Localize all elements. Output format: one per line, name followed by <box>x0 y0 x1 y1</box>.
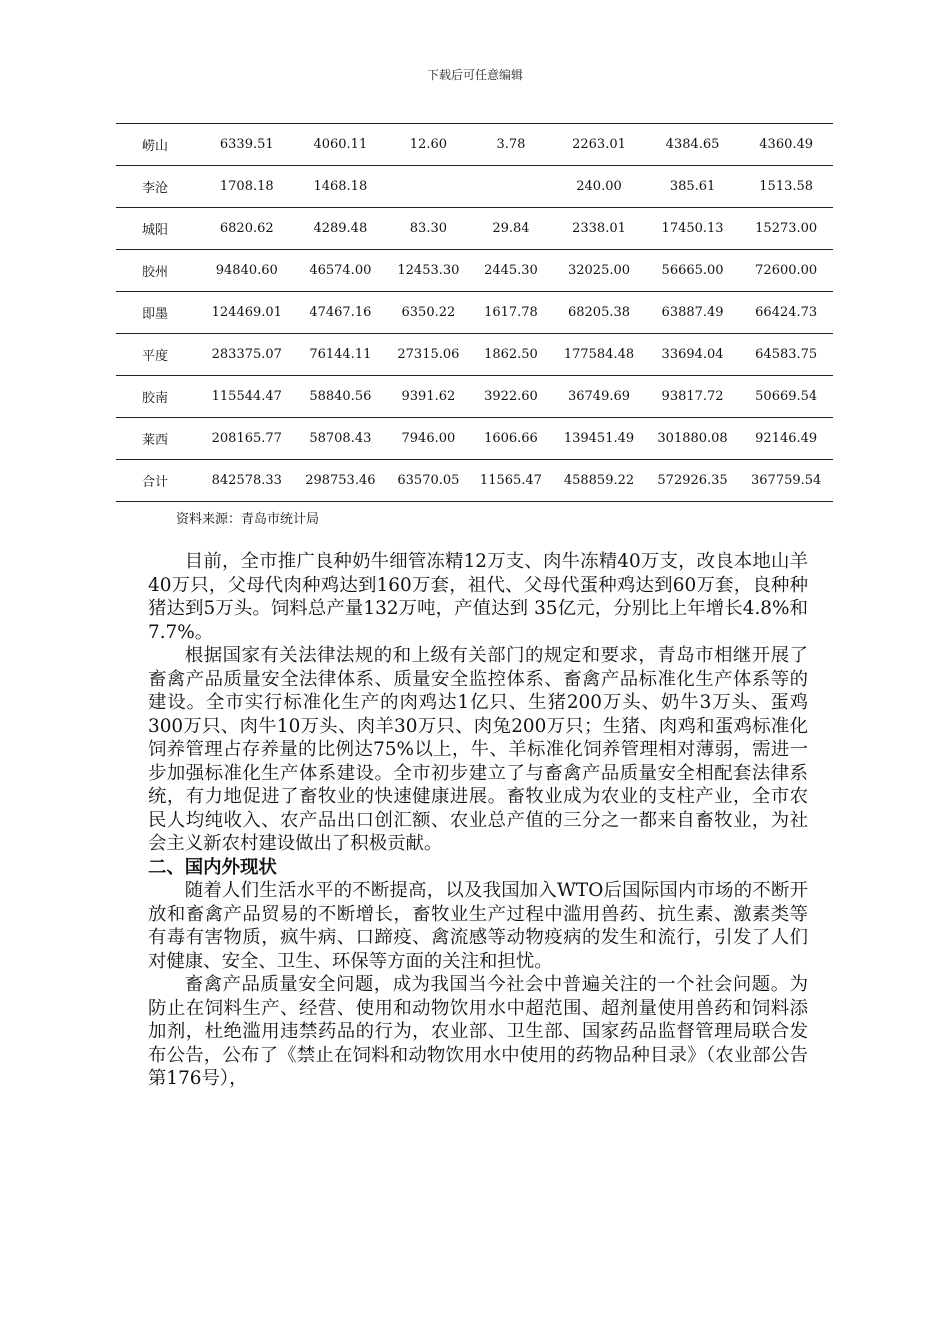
table-cell: 64583.75 <box>739 334 833 376</box>
table-row <box>116 418 833 460</box>
table-cell: 68205.38 <box>552 292 646 334</box>
table-cell: 2338.01 <box>552 208 646 250</box>
table-row-total <box>116 460 833 502</box>
table-cell: 36749.69 <box>552 376 646 418</box>
table-cell: 1617.78 <box>470 292 553 334</box>
row-name: 合计 <box>116 460 200 502</box>
statistics-table <box>116 123 833 502</box>
paragraph: 根据国家有关法律法规的和上级有关部门的规定和要求，青岛市相继开展了畜禽产品质量安全法律体系、质量安全监控体系、畜禽产品标准化生产体系等的建设。全市实行标准化生产的肉鸡达1亿只、生猪200万头、奶牛3万头、蛋鸡300万只、肉牛10万头、肉羊30万只、肉兔200万只；生猪、肉鸡和蛋鸡标准化饲养管理占存养量的比例达75%以上，牛、羊标准化饲养管理相对薄弱，需进一步加强标准化生产体系建设。全市初步建立了与畜禽产品质量安全相配套法律系统，有力地促进了畜牧业的快速健康进展。畜牧业成为农业的支柱产业，全市农民人均纯收入、农产品出口创汇额、农业总产值的三分之一都来自畜牧业，为社会主义新农村建设做出了积极贡献。 <box>148 645 808 854</box>
table-cell: 458859.22 <box>552 460 646 502</box>
table-cell: 139451.49 <box>552 418 646 460</box>
table-row <box>116 250 833 292</box>
row-name: 莱西 <box>116 418 200 460</box>
table-cell: 283375.07 <box>200 334 294 376</box>
paragraph: 目前，全市推广良种奶牛细管冻精12万支、肉牛冻精40万支，改良本地山羊40万只，父母代肉种鸡达到160万套，祖代、父母代蛋种鸡达到60万套，良种种猪达到5万头。饲料总产量132万吨，产值达到 35亿元，分别比上年增长4.8%和7.7%。 <box>148 551 808 643</box>
table-cell: 83.30 <box>387 208 470 250</box>
table-row <box>116 292 833 334</box>
table-cell: 76144.11 <box>294 334 388 376</box>
table-cell <box>387 166 470 208</box>
row-name: 崂山 <box>116 124 200 166</box>
table-cell: 92146.49 <box>739 418 833 460</box>
table-cell: 1468.18 <box>294 166 388 208</box>
table-cell: 4384.65 <box>646 124 740 166</box>
table-cell: 11565.47 <box>470 460 553 502</box>
table-cell: 3922.60 <box>470 376 553 418</box>
table-cell: 1862.50 <box>470 334 553 376</box>
table-cell: 12.60 <box>387 124 470 166</box>
row-name: 李沧 <box>116 166 200 208</box>
row-name: 城阳 <box>116 208 200 250</box>
table-cell: 94840.60 <box>200 250 294 292</box>
table-cell: 842578.33 <box>200 460 294 502</box>
table-cell: 47467.16 <box>294 292 388 334</box>
table-cell: 115544.47 <box>200 376 294 418</box>
table-cell: 63570.05 <box>387 460 470 502</box>
table-row <box>116 376 833 418</box>
table-cell: 124469.01 <box>200 292 294 334</box>
table-cell: 12453.30 <box>387 250 470 292</box>
table-cell: 3.78 <box>470 124 553 166</box>
table-cell: 1708.18 <box>200 166 294 208</box>
table-cell <box>470 166 553 208</box>
table-cell: 15273.00 <box>739 208 833 250</box>
table-cell: 4289.48 <box>294 208 388 250</box>
table-cell: 177584.48 <box>552 334 646 376</box>
body-text <box>148 550 808 1091</box>
table-cell: 32025.00 <box>552 250 646 292</box>
table-row <box>116 124 833 166</box>
table-cell: 1606.66 <box>470 418 553 460</box>
table-cell: 208165.77 <box>200 418 294 460</box>
table-cell: 72600.00 <box>739 250 833 292</box>
table-cell: 6350.22 <box>387 292 470 334</box>
table-cell: 240.00 <box>552 166 646 208</box>
table-cell: 46574.00 <box>294 250 388 292</box>
table-cell: 63887.49 <box>646 292 740 334</box>
table-cell: 56665.00 <box>646 250 740 292</box>
table-row <box>116 166 833 208</box>
table-cell: 367759.54 <box>739 460 833 502</box>
table-cell: 1513.58 <box>739 166 833 208</box>
section-heading: 二、国内外现状 <box>148 856 277 878</box>
table-cell: 2263.01 <box>552 124 646 166</box>
paragraph: 随着人们生活水平的不断提高，以及我国加入WTO后国际国内市场的不断开放和畜禽产品贸易的不断增长，畜牧业生产过程中滥用兽药、抗生素、激素类等有毒有害物质，疯牛病、口蹄疫、禽流感等动物疫病的发生和流行，引发了人们对健康、安全、卫生、环保等方面的关注和担忧。 <box>148 880 808 972</box>
table-row <box>116 334 833 376</box>
table-cell: 58708.43 <box>294 418 388 460</box>
table-cell: 17450.13 <box>646 208 740 250</box>
table-cell: 6820.62 <box>200 208 294 250</box>
table-cell: 29.84 <box>470 208 553 250</box>
table-cell: 7946.00 <box>387 418 470 460</box>
row-name: 胶南 <box>116 376 200 418</box>
table-cell: 27315.06 <box>387 334 470 376</box>
table-row <box>116 208 833 250</box>
table-cell: 6339.51 <box>200 124 294 166</box>
table-cell: 33694.04 <box>646 334 740 376</box>
table-cell: 4060.11 <box>294 124 388 166</box>
table-cell: 298753.46 <box>294 460 388 502</box>
page-header: 下载后可任意编辑 <box>426 68 523 82</box>
table-cell: 50669.54 <box>739 376 833 418</box>
table-cell: 572926.35 <box>646 460 740 502</box>
table-cell: 66424.73 <box>739 292 833 334</box>
row-name: 即墨 <box>116 292 200 334</box>
table-cell: 9391.62 <box>387 376 470 418</box>
row-name: 胶州 <box>116 250 200 292</box>
table-cell: 385.61 <box>646 166 740 208</box>
table-cell: 93817.72 <box>646 376 740 418</box>
paragraph: 畜禽产品质量安全问题，成为我国当今社会中普遍关注的一个社会问题。为防止在饲料生产、经营、使用和动物饮用水中超范围、超剂量使用兽药和饲料添加剂，杜绝滥用违禁药品的行为，农业部、卫生部、国家药品监督管理局联合发布公告，公布了《禁止在饲料和动物饮用水中使用的药物品种目录》（农业部公告第176号）， <box>148 974 808 1089</box>
data-source-note: 资料来源：青岛市统计局 <box>176 512 320 527</box>
row-name: 平度 <box>116 334 200 376</box>
table-cell: 301880.08 <box>646 418 740 460</box>
table-cell: 4360.49 <box>739 124 833 166</box>
table-cell: 2445.30 <box>470 250 553 292</box>
table-cell: 58840.56 <box>294 376 388 418</box>
